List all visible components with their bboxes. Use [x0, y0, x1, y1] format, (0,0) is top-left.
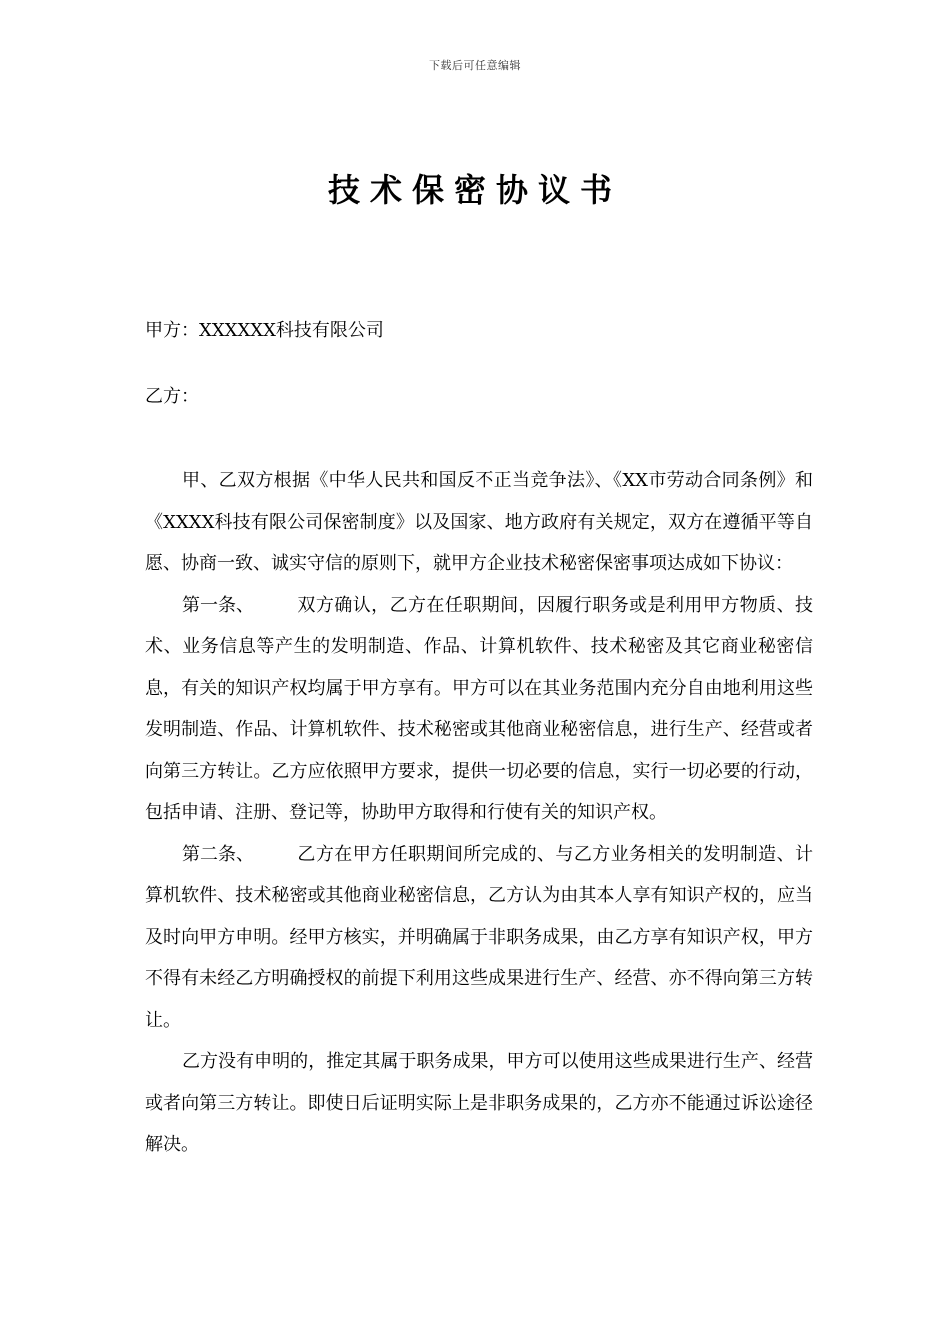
article-2-paragraph: [145, 834, 813, 1042]
document-title: 技术保密协议书: [327, 171, 622, 209]
document-body: [145, 460, 813, 1166]
article-2-text: 乙方在甲方任职期间所完成的、与乙方业务相关的发明制造、计算机软件、技术秘密或其他商业秘密信息，乙方认为由其本人享有知识产权的，应当及时向甲方申明。经甲方核实，并明确属于非职务成果，由乙方享有知识产权，甲方不得有未经乙方明确授权的前提下利用这些成果进行生产、经营、亦不得向第三方转让。: [145, 843, 813, 1031]
party-a: 甲方：XXXXXX科技有限公司: [145, 320, 384, 341]
article-1-text: 双方确认，乙方在任职期间，因履行职务或是利用甲方物质、技术、业务信息等产生的发明制造、作品、计算机软件、技术秘密及其它商业秘密信息，有关的知识产权均属于甲方享有。甲方可以在其业务范围内充分自由地利用这些发明制造、作品、计算机软件、技术秘密或其他商业秘密信息，进行生产、经营或者向第三方转让。乙方应依照甲方要求，提供一切必要的信息，实行一切必要的行动，包括申请、注册、登记等，协助甲方取得和行使有关的知识产权。: [145, 594, 813, 823]
article-2-continuation: 乙方没有申明的，推定其属于职务成果，甲方可以使用这些成果进行生产、经营或者向第三方转让。即使日后证明实际上是非职务成果的，乙方亦不能通过诉讼途径解决。: [145, 1051, 813, 1155]
party-b: 乙方：: [145, 386, 199, 407]
article-2-label: 第二条、: [182, 843, 254, 865]
header-note: 下载后可任意编辑: [429, 59, 521, 72]
intro-paragraph: 甲、乙双方根据《中华人民共和国反不正当竞争法》、《XX市劳动合同条例》和《XXXX科技有限公司保密制度》以及国家、地方政府有关规定，双方在遵循平等自愿、协商一致、诚实守信的原则下，就甲方企业技术秘密保密事项达成如下协议：: [145, 470, 813, 574]
article-1-paragraph: [145, 585, 813, 834]
article-1-label: 第一条、: [182, 594, 254, 616]
